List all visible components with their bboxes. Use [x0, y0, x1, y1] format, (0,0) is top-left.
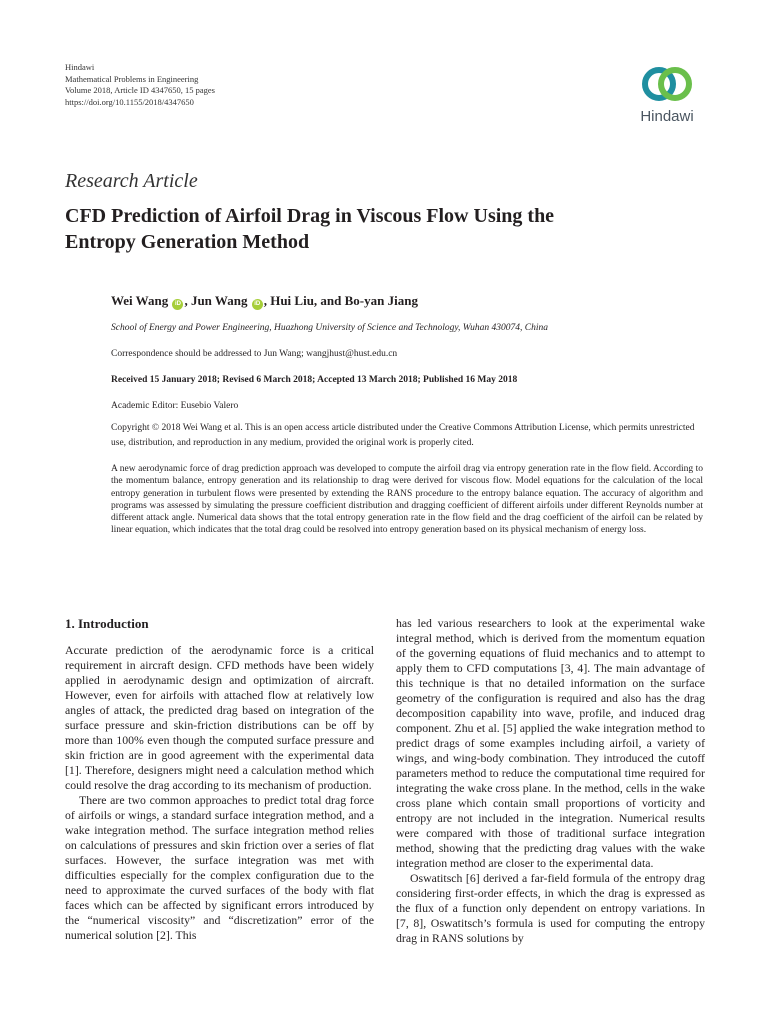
author-separator: ,: [184, 293, 191, 308]
paragraph: There are two common approaches to predict total drag force of airfoils or wings, a standard surface integration method, and a wake integration method. The surface integration method relies on calculations of pressures and skin friction over a series of flat surfaces. However, the surface integration was met with difficulties especially for the complex configuration due to the need to approximate the curved surfaces of the body with flat faces which can be affected by significant errors introduced by the “numerical viscosity” and “discretization” error of the numerical solution [2]. This: [65, 793, 374, 942]
copyright-notice: Copyright © 2018 Wei Wang et al. This is an open access article distributed under the Creative Commons Attribution License, which permits unrestricted use, distribution, and reproduction in any medium, provided the original work is properly cited.: [111, 423, 695, 448]
paragraph: Oswatitsch [6] derived a far-field formula of the entropy drag considering first-order effects, in which the drag is expressed as the flux of a function only dependent on entropy variations. In [7, 8], Oswatitsch’s formula is used for computing the entropy drag in RANS solutions by: [396, 871, 705, 945]
abstract: A new aerodynamic force of drag prediction approach was developed to compute the airfoil drag via entropy generation rate in the flow field. According to the momentum balance, entropy generation and its relationship to drag were derived for viscous flow. Model equations for the calculation of the local entropy generation in turbulent flows were presented by extending the RANS procedure to the entropy balance equation. The accuracy of algorithm and programs was assessed by simulating the pressure coefficient distribution and dragging coefficient of different airfoils under different Reynolds number at different attack angle. Numerical data shows that the total entropy generation rate in the flow field and the drag coefficient of the airfoil can be related by linear equation, which indicates that the total drag could be resolved into entropy generation based on its physical mechanism of energy loss.: [111, 464, 703, 536]
right-column: [396, 616, 705, 946]
paragraph: has led various researchers to look at the experimental wake integral method, which is derived from the momentum equation of the governing equations of fluid mechanics and to attempt to apply them to CFD computations [3, 4]. The main advantage of this technique is that no detailed information on the surface geometry of the configuration is required and also has the drag decomposition capability into wave, profile, and induced drag component. Zhu et al. [5] applied the wake integration method to predict drags of some examples including airfoil, a variety of wings, and wing-body combination. They introduced the cutoff parameters method to reduce the computational time required for integrating the wake cross plane. In the method, cells in the wake cross plane which contain small proportions of vorticity and entropy are not included in the integration. Numerical results were compared with those of traditional surface integration method, showing that the predicting drag values with the wake integration method are closer to the experimental data.: [396, 616, 705, 870]
article-title: CFD Prediction of Airfoil Drag in Viscous Flow Using the Entropy Generation Method: [65, 205, 555, 253]
author-list: [111, 293, 418, 310]
left-column: [65, 616, 374, 943]
doi-link[interactable]: https://doi.org/10.1155/2018/4347650: [65, 96, 194, 107]
other-authors: , Hui Liu, and Bo-yan Jiang: [263, 293, 418, 308]
journal-name: Mathematical Problems in Engineering: [65, 73, 199, 84]
author-name[interactable]: Jun Wang: [190, 293, 248, 308]
hindawi-logo[interactable]: [626, 62, 708, 134]
orcid-icon[interactable]: iD: [252, 299, 263, 310]
author-name[interactable]: Wei Wang: [111, 293, 169, 308]
publication-dates: Received 15 January 2018; Revised 6 March 2018; Accepted 13 March 2018; Published 16 May 2018: [111, 375, 518, 385]
section-heading: 1. Introduction: [65, 616, 149, 631]
hindawi-logo-icon: [639, 62, 695, 106]
affiliation: School of Energy and Power Engineering, Huazhong University of Science and Technology, Wuhan 430074, China: [111, 323, 549, 333]
paragraph: Accurate prediction of the aerodynamic force is a critical requirement in aircraft design. CFD methods have been widely applied in aerodynamic design and optimization of aircraft. However, even for airfoils with attached flow at relatively low angles of attack, the predicted drag based on integration of the surface pressure and skin-friction distributions can be off by more than 100% even though the computed surface pressure and skin friction are in good agreement with the experimental data [1]. Therefore, designers might need a calculation method which could resolve the drag according to its mechanism of production.: [65, 643, 374, 792]
volume-info: Volume 2018, Article ID 4347650, 15 pages: [65, 85, 215, 95]
journal-info: [65, 62, 215, 108]
correspondence: Correspondence should be addressed to Jun Wang; wangjhust@hust.edu.cn: [111, 349, 398, 359]
article-type: Research Article: [65, 170, 198, 192]
academic-editor: Academic Editor: Eusebio Valero: [111, 401, 239, 411]
logo-text: Hindawi: [640, 108, 694, 125]
publisher-name: Hindawi: [65, 62, 95, 72]
orcid-icon[interactable]: iD: [172, 299, 183, 310]
